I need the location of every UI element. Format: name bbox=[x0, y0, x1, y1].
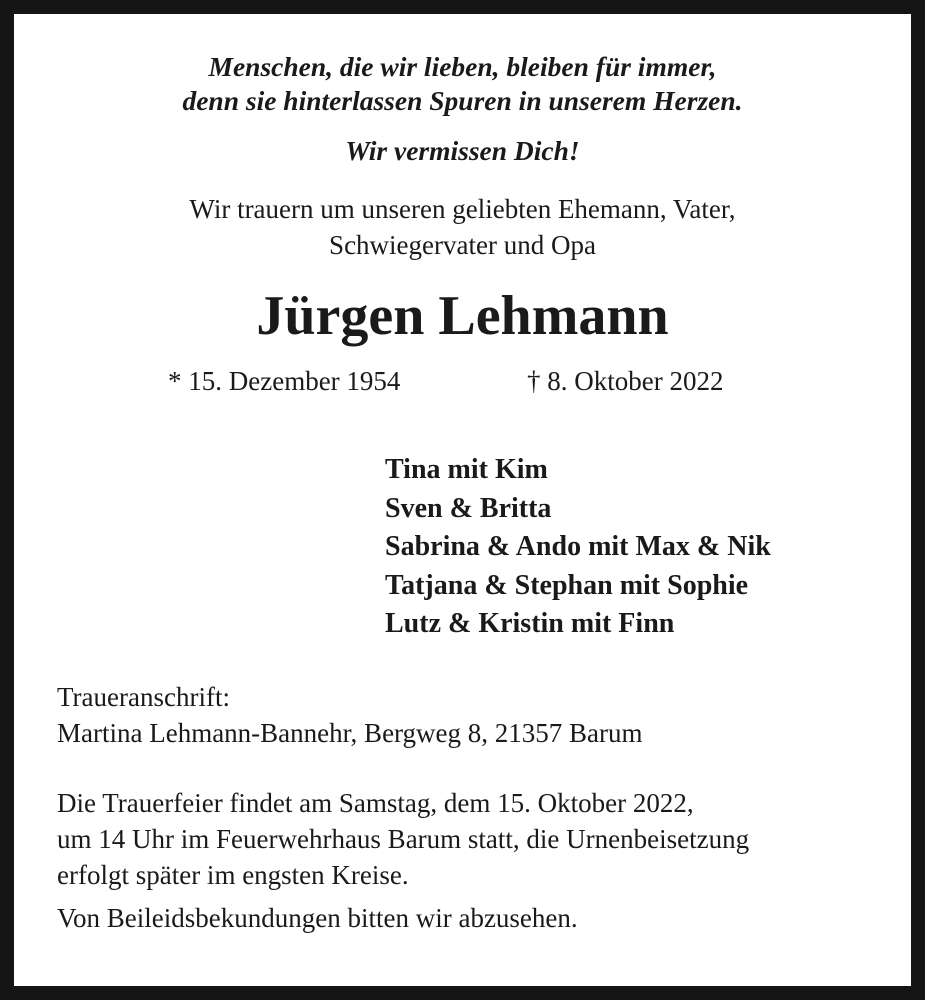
mourning-address bbox=[57, 679, 643, 751]
ceremony-line-2: um 14 Uhr im Feuerwehrhaus Barum statt, die Urnenbeisetzung bbox=[57, 824, 750, 854]
family-list bbox=[385, 451, 771, 644]
address-label: Traueranschrift: bbox=[57, 682, 230, 712]
motto-quote bbox=[14, 50, 911, 118]
birth-date: * 15. Dezember 1954 bbox=[168, 366, 401, 396]
intro-text bbox=[14, 191, 911, 263]
family-member: Sabrina & Ando mit Max & Nik bbox=[385, 531, 771, 563]
address-value: Martina Lehmann-Bannehr, Bergweg 8, 21357 Barum bbox=[57, 718, 643, 748]
family-member: Tatjana & Stephan mit Sophie bbox=[385, 569, 749, 601]
intro-line-2: Schwiegervater und Opa bbox=[329, 230, 596, 260]
intro-line-1: Wir trauern um unseren geliebten Ehemann, Vater, bbox=[189, 194, 736, 224]
family-member: Sven & Britta bbox=[385, 492, 552, 524]
deceased-name: Jürgen Lehmann bbox=[256, 285, 669, 347]
motto-closing: Wir vermissen Dich! bbox=[345, 135, 580, 166]
family-member: Lutz & Kristin mit Finn bbox=[385, 608, 675, 640]
death-date: † 8. Oktober 2022 bbox=[527, 366, 724, 396]
motto-line-1: Menschen, die wir lieben, bleiben für immer, bbox=[208, 51, 717, 82]
ceremony-info bbox=[57, 785, 749, 893]
ceremony-line-1: Die Trauerfeier findet am Samstag, dem 15. Oktober 2022, bbox=[57, 788, 694, 818]
condolence-note: Von Beileidsbekundungen bitten wir abzusehen. bbox=[57, 903, 578, 933]
family-member: Tina mit Kim bbox=[385, 454, 548, 485]
ceremony-line-3: erfolgt später im engsten Kreise. bbox=[57, 860, 409, 890]
motto-line-2: denn sie hinterlassen Spuren in unserem Herzen. bbox=[182, 85, 743, 116]
